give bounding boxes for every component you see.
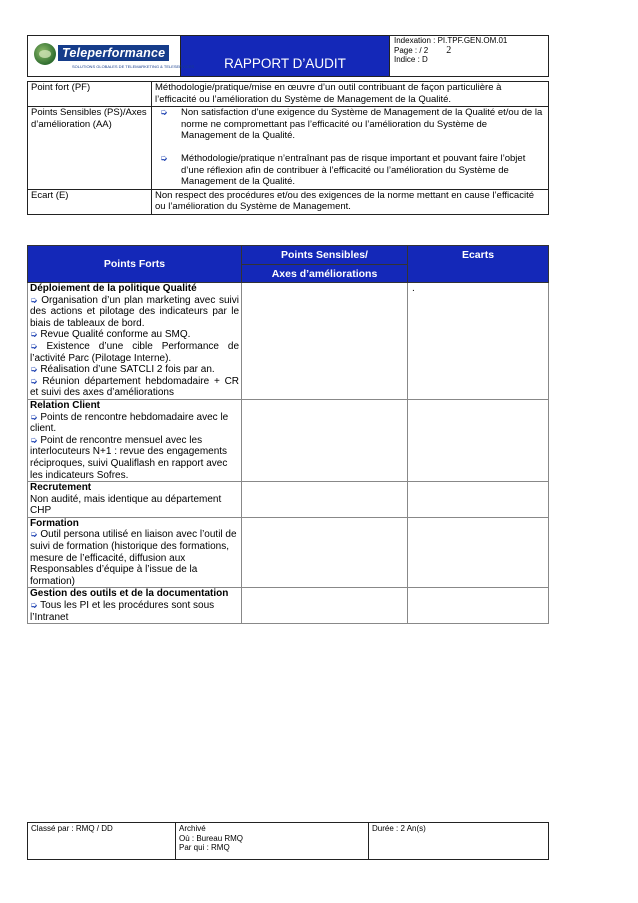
list-item: ➭ Point de rencontre mensuel avec les interlocuteurs N+1 : revue des engagements réciproques, suivi Qualiflash en rapport avec les indicateurs Sofres. (30, 434, 228, 481)
ecarts-cell (408, 399, 549, 481)
section-cell (28, 482, 242, 518)
logo-text: Teleperformance (58, 45, 169, 61)
section-cell (28, 517, 242, 588)
legend-text: Méthodologie/pratique/mise en œuvre d’un outil contribuant de façon particulière à l’efficacité ou l’amélioration du Système de Management de la Qualité. (152, 82, 549, 107)
points-sensibles-cell (242, 482, 408, 518)
list-item: ➭ Réalisation d’une SATCLI 2 fois par an. (30, 364, 215, 376)
header-ecarts: Ecarts (408, 246, 549, 283)
section-cell (28, 399, 242, 481)
indexation: Indexation : PI.TPF.GEN.OM.01 (394, 36, 508, 45)
section-title: Gestion des outils et de la documentation (30, 588, 229, 600)
ecarts-cell: . (408, 283, 549, 400)
points-sensibles-cell (242, 588, 408, 624)
document-footer (27, 822, 549, 860)
ecarts-cell (408, 588, 549, 624)
logo (28, 36, 195, 77)
points-sensibles-cell (242, 517, 408, 588)
points-sensibles-cell (242, 283, 408, 400)
arrow-icon: ➭ (30, 411, 38, 422)
list-item: ➭ Réunion département hebdomadaire + CR et suivi des axes d’améliorations (30, 375, 240, 399)
section-title: Relation Client (30, 399, 101, 411)
arrow-icon: ➭ (160, 107, 168, 118)
legend-table (27, 81, 549, 215)
arrow-icon: ➭ (30, 364, 38, 375)
footer-duree: Durée : 2 An(s) (369, 823, 549, 860)
points-sensibles-cell (242, 399, 408, 481)
section-title: Déploiement de la politique Qualité (30, 283, 197, 294)
legend-bullet: ➭ Non satisfaction d’une exigence du Système de Management de la Qualité et/ou de la norme ne compromettant pas l’efficacité ou l’amélioration du Système de Management de la Qualité. (155, 107, 545, 142)
section-cell (28, 283, 242, 400)
section-title: Recrutement (30, 482, 92, 494)
ecarts-cell (408, 517, 549, 588)
section-cell (28, 588, 242, 624)
legend-row (28, 82, 549, 107)
arrow-icon: ➭ (30, 294, 38, 305)
arrow-icon: ➭ (160, 152, 168, 163)
indice: Indice : D (394, 55, 428, 64)
header-axes-ameliorations: Axes d’améliorations (242, 265, 408, 283)
arrow-icon: ➭ (30, 375, 38, 386)
table-row (28, 588, 549, 624)
page-info: Page : / 2 2 (394, 44, 452, 56)
legend-key: Ecart (E) (28, 189, 152, 214)
audit-table (27, 245, 549, 624)
arrow-icon: ➭ (30, 340, 38, 351)
table-row (28, 283, 549, 400)
legend-key: Points Sensibles (PS)/Axes d’amélioration (AA) (28, 107, 152, 190)
list-item: ➭ Outil persona utilisé en liaison avec l’outil de suivi de formation (historique des formations, mesure de l’efficacité, diffusion aux Responsables d’équipe à l’issue de la formation) (30, 529, 237, 587)
footer-classe: Classé par : RMQ / DD (28, 823, 176, 860)
footer-archive: Archivé Où : Bureau RMQ Par qui : RMQ (176, 823, 369, 860)
legend-bullet: ➭ Méthodologie/pratique n’entraînant pas de risque important et pouvant faire l’objet d’une réflexion afin de contribuer à l’efficacité ou l’amélioration du Système de Management de la Qualité. (155, 153, 545, 188)
page-number: 2 (446, 44, 452, 56)
list-item: ➭ Organisation d’un plan marketing avec suivi des actions et pilotage des indicateurs par le biais de tableaux de bord. (30, 294, 240, 329)
list-item: ➭ Tous les PI et les procédures sont sous l’Intranet (30, 600, 215, 623)
arrow-icon: ➭ (30, 434, 38, 445)
section-title: Formation (30, 517, 79, 529)
legend-text: Non respect des procédures et/ou des exigences de la norme mettant en cause l’efficacité ou l’amélioration du Système de Management. (152, 189, 549, 214)
report-title-cell (181, 36, 390, 77)
document-header (27, 35, 549, 77)
legend-row (28, 107, 549, 190)
table-row (28, 399, 549, 481)
legend-key: Point fort (PF) (28, 82, 152, 107)
table-row (28, 482, 549, 518)
header-points-sensibles: Points Sensibles/ (242, 246, 408, 265)
report-title: RAPPORT D’AUDIT (224, 55, 346, 71)
logo-tagline: SOLUTIONS GLOBALES DE TELEMARKETING & TELESERVICES (72, 64, 195, 69)
list-item: ➭ Revue Qualité conforme au SMQ. (30, 329, 191, 341)
globe-icon (34, 43, 56, 65)
arrow-icon: ➭ (30, 600, 38, 611)
index-info (390, 36, 549, 77)
list-item: ➭ Points de rencontre hebdomadaire avec le client. (30, 411, 229, 435)
table-row (28, 517, 549, 588)
arrow-icon: ➭ (30, 329, 38, 340)
legend-row (28, 189, 549, 214)
list-item: ➭ Existence d’une cible Performance de l’activité Parc (Pilotage Interne). (30, 340, 240, 364)
legend-bullets (152, 107, 549, 190)
ecarts-cell (408, 482, 549, 518)
header-points-forts: Points Forts (28, 246, 242, 283)
arrow-icon: ➭ (30, 529, 38, 540)
section-text: Non audité, mais identique au département CHP (30, 493, 222, 517)
